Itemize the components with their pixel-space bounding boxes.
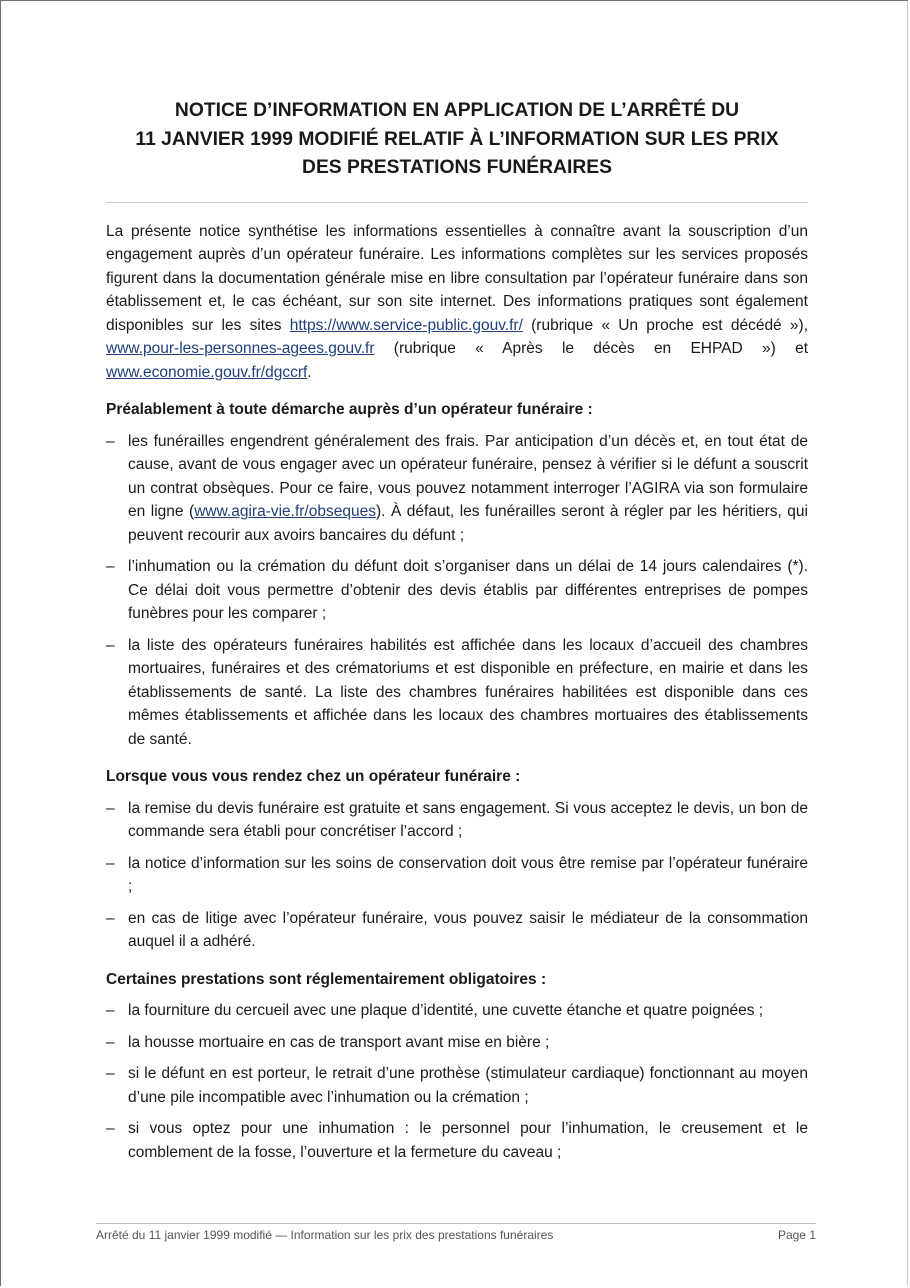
item-text: les funérailles engendrent généralement des frais. Par anticipation d’un décès et, en tout état de cause, avant de vous engager avec un opérateur funéraire, pensez à vérifier si le défunt a souscrit un contrat obsèques. Pour ce faire, vous pouvez notamment interroger l’AGIRA via son formulaire en ligne ( (128, 432, 808, 520)
list-item (106, 634, 808, 752)
list-item (106, 555, 808, 626)
item-text: la notice d’information sur les soins de conservation doit vous être remise par l’opérateur funéraire ; (128, 854, 808, 895)
intro-paragraph (106, 220, 808, 385)
dash-bullet: – (106, 799, 115, 817)
agira-link[interactable]: www.agira-vie.fr/obseques (194, 503, 376, 520)
dash-bullet: – (106, 854, 115, 872)
title-divider (106, 202, 808, 203)
dash-bullet: – (106, 636, 115, 654)
title-line-1: NOTICE D’INFORMATION EN APPLICATION DE L’ARRÊTÉ DU (174, 100, 740, 121)
item-text: la liste des opérateurs funéraires habilités est affichée dans les locaux d’accueil des chambres mortuaires, funéraires et des crématoriums et est disponible en préfecture, en mairie et dans les établissements de santé. La liste des chambres funéraires habilitées est disponible dans ces mêmes établissements et affichée dans les locaux des chambres mortuaires des établissements de santé. (128, 636, 808, 748)
item-text: la remise du devis funéraire est gratuite et sans engagement. Si vous acceptez le devis, un bon de commande sera établi pour concrétiser l’accord ; (128, 799, 808, 840)
dash-bullet: – (106, 558, 115, 575)
list-item (106, 430, 808, 548)
item-text: si vous optez pour une inhumation : le personnel pour l’inhumation, le creusement et le comblement de la fosse, l’ouverture et la fermeture du caveau ; (128, 1120, 808, 1161)
list-item (106, 999, 808, 1023)
intro-text-2: (rubrique « Un proche est décédé »), (522, 316, 809, 334)
section-heading-operateur: Lorsque vous vous rendez chez un opérateur funéraire : (106, 768, 521, 785)
dgccrf-link[interactable]: www.economie.gouv.fr/dgccrf (106, 363, 308, 381)
dash-bullet: – (106, 909, 115, 927)
item-text: en cas de litige avec l’opérateur funéraire, vous pouvez saisir le médiateur de la consommation auquel il a adhéré. (128, 909, 808, 950)
item-text: si le défunt en est porteur, le retrait d’une prothèse (stimulateur cardiaque) fonctionnant au moyen d’une pile incompatible avec l’inhumation ou la crémation ; (128, 1065, 808, 1106)
page-number: Page 1 (777, 1228, 816, 1242)
service-public-link[interactable]: https://www.service-public.gouv.fr/ (289, 316, 523, 334)
item-text: l’inhumation ou la crémation du défunt doit s’organiser dans un délai de 14 jours calendaires (*). Ce délai doit vous permettre d’obtenir des devis établis par différentes entreprises de pompes funèbres pour les comparer ; (128, 558, 808, 622)
section-list-obligatoires (106, 999, 808, 1164)
document-title (106, 97, 808, 183)
title-line-3: DES PRESTATIONS FUNÉRAIRES (302, 157, 612, 178)
list-item (106, 1062, 808, 1109)
item-text: la fourniture du cercueil avec une plaque d’identité, une cuvette étanche et quatre poignées ; (128, 1002, 764, 1019)
dash-bullet: – (106, 1120, 115, 1137)
item-text: la housse mortuaire en cas de transport avant mise en bière ; (128, 1033, 550, 1051)
list-item (106, 907, 808, 954)
intro-text-1: La présente notice synthétise les informations essentielles à connaître avant la souscription d’un engagement auprès d’un opérateur funéraire. Les informations complètes sur les services proposés figurent dans la documentation générale mise en libre consultation par l’opérateur funéraire dans son établissement et, le cas échéant, sur son site internet. Des informations pratiques sont également disponibles sur les sites (106, 222, 808, 334)
title-line-2: 11 JANVIER 1999 MODIFIÉ RELATIF À L’INFORMATION SUR LES PRIX (135, 128, 779, 150)
dash-bullet: – (106, 432, 115, 450)
dash-bullet: – (106, 1002, 115, 1019)
list-item (106, 797, 808, 844)
document-content (106, 97, 808, 1164)
footer-title: Arrêté du 11 janvier 1999 modifié — Information sur les prix des prestations funéraires (96, 1228, 554, 1242)
section-heading-obligatoires: Certaines prestations sont réglementairement obligatoires : (106, 970, 547, 988)
list-item (106, 1031, 808, 1055)
list-item (106, 1117, 808, 1164)
section-list-prealable (106, 430, 808, 752)
personnes-agees-link[interactable]: www.pour-les-personnes-agees.gouv.fr (106, 340, 375, 357)
page-footer (96, 1223, 816, 1242)
item-text: ). À défaut, les funérailles seront à régler par les héritiers, qui peuvent recourir aux avoirs bancaires du défunt ; (128, 503, 808, 544)
section-list-operateur (106, 797, 808, 954)
list-item (106, 852, 808, 899)
dash-bullet: – (106, 1065, 115, 1082)
intro-text-4: . (307, 363, 312, 381)
section-heading-prealable: Préalablement à toute démarche auprès d’un opérateur funéraire : (106, 401, 593, 418)
intro-text-3: (rubrique « Après le décès en EHPAD ») et (374, 340, 808, 357)
dash-bullet: – (106, 1033, 115, 1051)
